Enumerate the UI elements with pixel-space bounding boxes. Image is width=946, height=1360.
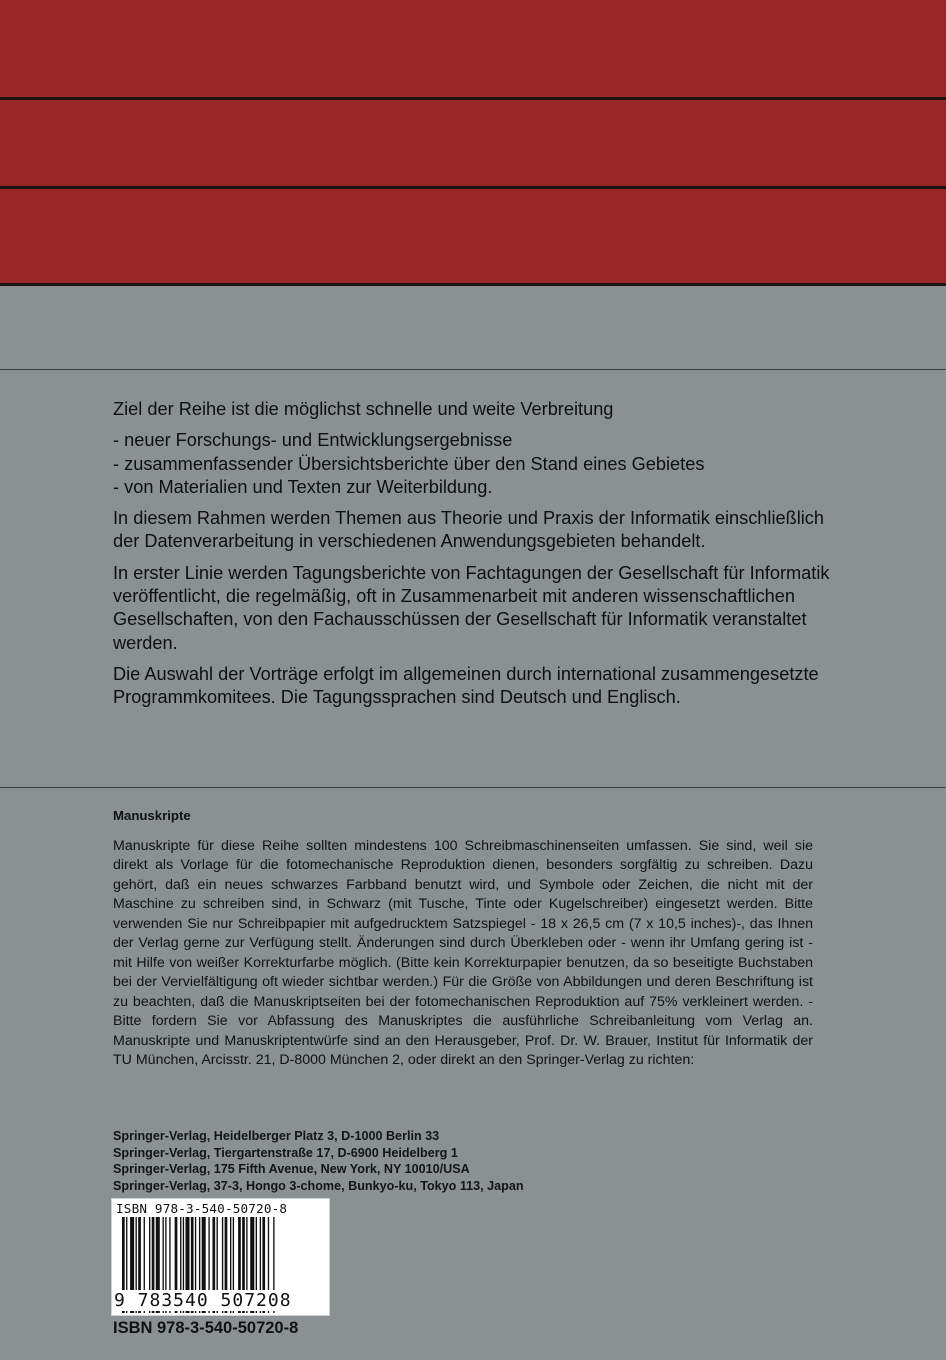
red-band-divider-1 (0, 97, 946, 100)
red-band-divider-2 (0, 186, 946, 189)
middle-rule (0, 787, 946, 788)
barcode-isbn-label: ISBN 978-3-540-50720-8 (116, 1201, 288, 1216)
intro-paragraph-topics: In diesem Rahmen werden Themen aus Theorie und Praxis der Informatik einschließlich der Datenverarbeitung in verschiedenen Anwendungsgebieten behandelt. (113, 508, 825, 552)
intro-bullet-list (113, 429, 833, 499)
manuscripts-section (113, 806, 813, 1071)
intro-paragraph-proceedings: In erster Linie werden Tagungsberichte von Fachtagungen der Gesellschaft für Informatik veröffentlicht, die regelmäßig, oft in Zusammenarbeit mit anderen wissenschaftlichen Gesellschaften, von den Fachausschüssen der Gesellschaft für Informatik veranstaltet werden. (113, 562, 830, 653)
red-cover-band (0, 0, 946, 285)
intro-bullet: - neuer Forschungs- und Entwicklungsergebnisse (113, 430, 513, 451)
top-rule (0, 369, 946, 370)
manuscripts-body: Manuskripte für diese Reihe sollten mindestens 100 Schreibmaschinenseiten umfassen. Sie sind, weil sie direkt als Vorlage für die fotomechanische Reproduktion dienen, besonders sorgfältig zu schreiben. Dazu gehört, daß ein neues schwarzes Farbband benutzt wird, und Symbole oder Zeichen, die nicht mit der Maschine zu schreiben sind, in Schwarz (mit Tusche, Tinte oder Kugelschreiber) eingesetzt werden. Bitte verwenden Sie nur Schreibpapier mit aufgedrucktem Satzspiegel - 18 x 26,5 cm (7 x 10,5 inches)-, das Ihnen der Verlag gerne zur Verfügung stellt. Änderungen sind durch Überkleben oder - wenn ihr Umfang gering ist - mit Hilfe von weißer Korrekturfarbe möglich. (Bitte kein Korrekturpapier benutzen, da so beseitigte Buchstaben bei der Vervielfältigung oft wieder sichtbar werden.) Für die Größe von Abbildungen und deren Beschriftung ist zu beachten, daß die Manuskriptseiten bei der fotomechanischen Reproduktion auf 75% verkleinert werden. - Bitte fordern Sie vor Abfassung des Manuskriptes die ausführliche Schreibanleitung vom Verlag an. Manuskripte und Manuskriptentwürfe sind an den Herausgeber, Prof. Dr. W. Brauer, Institut für Informatik der TU München, Arcisstr. 21, D-8000 München 2, oder direkt an den Springer-Verlag zu richten: (113, 837, 813, 1068)
barcode-ean-number: 9 783540 507208 (114, 1290, 292, 1311)
manuscripts-heading: Manuskripte (113, 808, 191, 823)
address-line: Springer-Verlag, Tiergartenstraße 17, D-6900 Heidelberg 1 (113, 1145, 458, 1160)
isbn-barcode (111, 1198, 330, 1316)
intro-bullet: - zusammenfassender Übersichtsberichte über den Stand eines Gebietes (113, 453, 705, 474)
publisher-addresses (113, 1128, 713, 1194)
address-line: Springer-Verlag, Heidelberger Platz 3, D-1000 Berlin 33 (113, 1129, 440, 1143)
intro-lead: Ziel der Reihe ist die möglichst schnelle und weite Verbreitung (113, 399, 614, 419)
isbn-text: ISBN 978-3-540-50720-8 (113, 1319, 299, 1337)
intro-bullet: - von Materialien und Texten zur Weiterbildung. (113, 476, 493, 497)
intro-paragraph-selection: Die Auswahl der Vorträge erfolgt im allgemeinen durch international zusammengesetzte Programmkomitees. Die Tagungssprachen sind Deutsch und Englisch. (113, 663, 819, 708)
address-line: Springer-Verlag, 175 Fifth Avenue, New York, NY 10010/USA (113, 1162, 470, 1176)
series-description (113, 398, 833, 718)
address-line: Springer-Verlag, 37-3, Hongo 3-chome, Bunkyo-ku, Tokyo 113, Japan (113, 1178, 524, 1193)
red-band-bottom-edge (0, 283, 946, 286)
